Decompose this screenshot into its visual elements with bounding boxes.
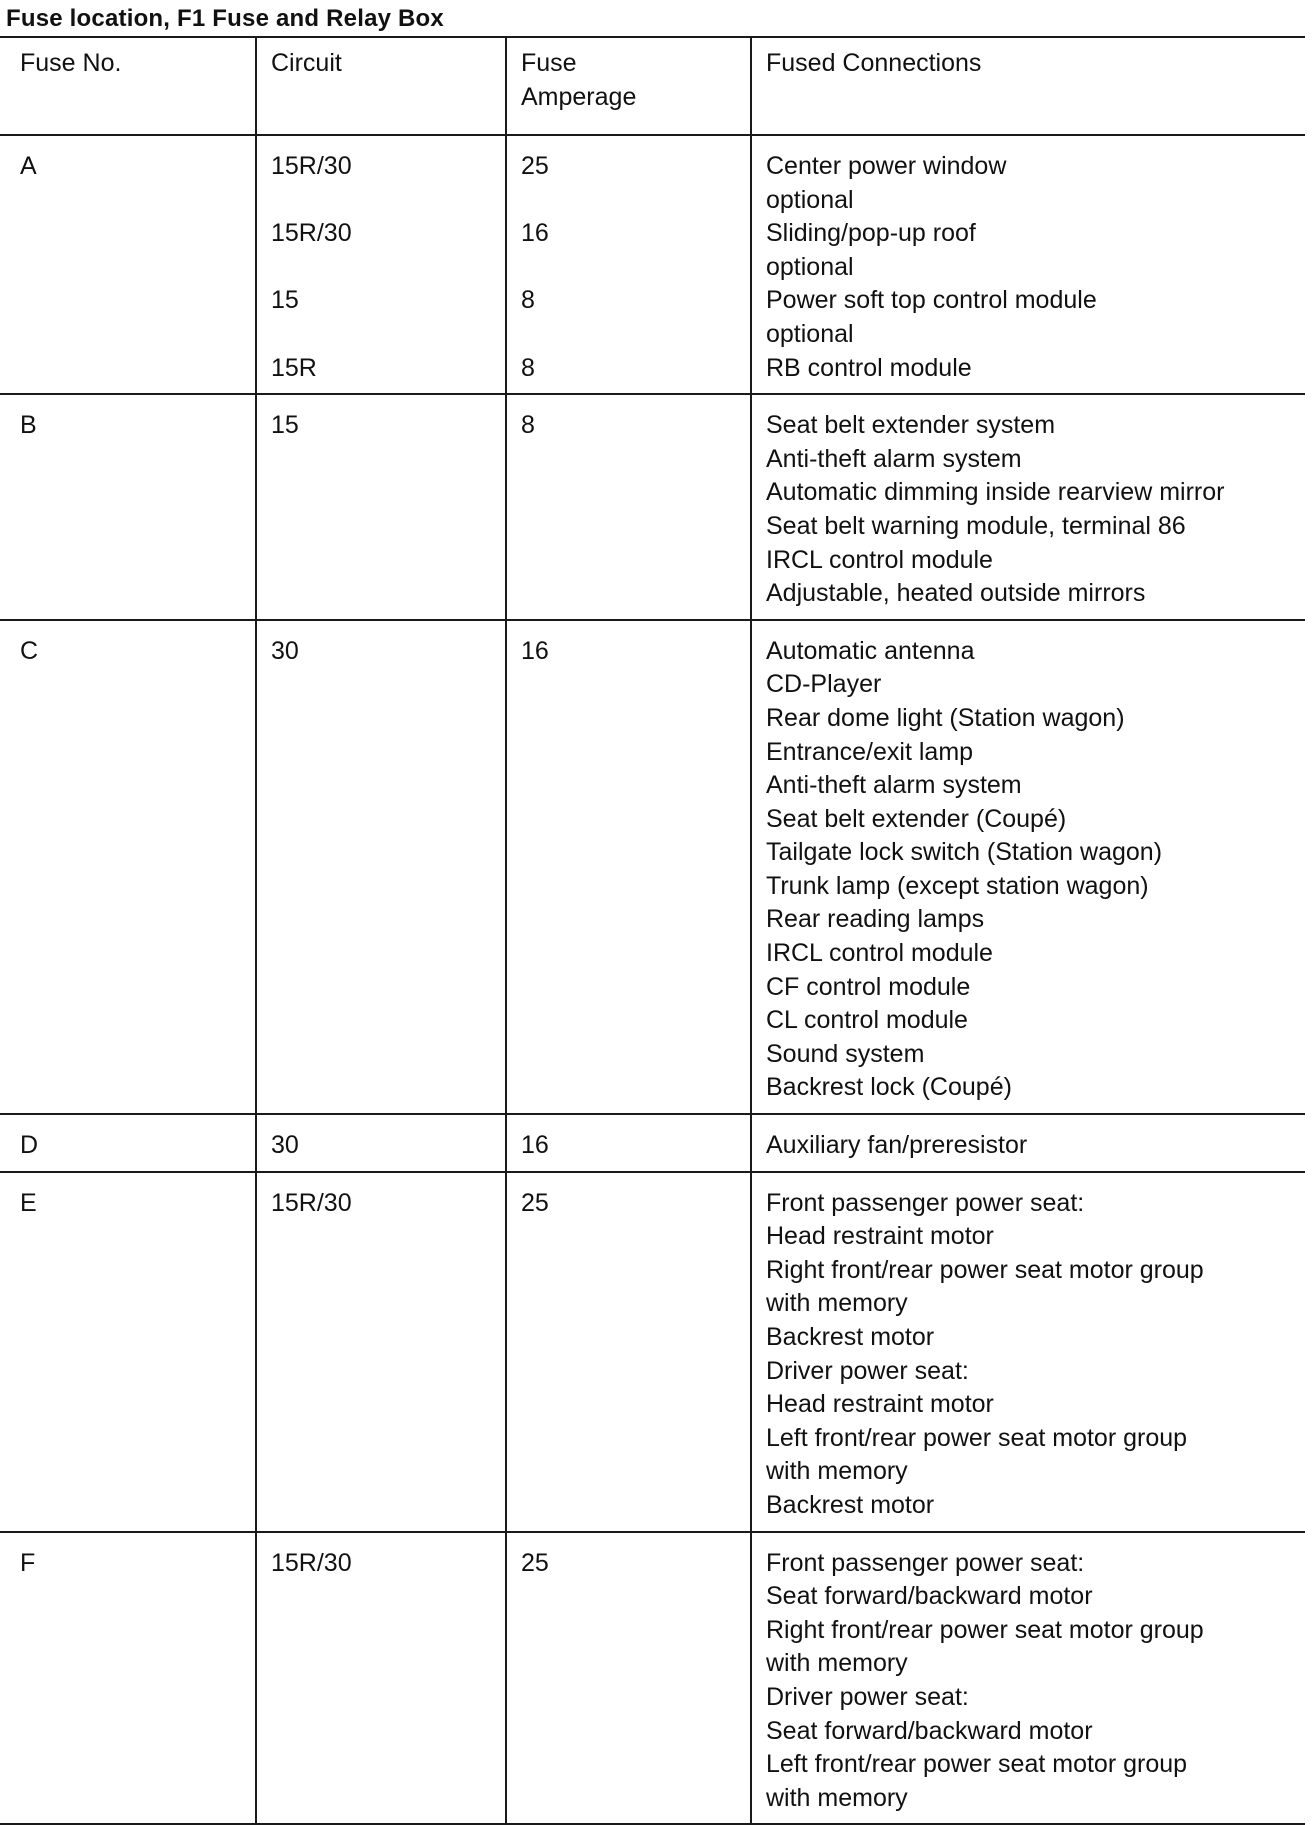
- cell-circuit: [256, 1532, 506, 1825]
- cell-connection-line: with memory: [766, 1457, 908, 1486]
- cell-amperage-line: [521, 251, 746, 285]
- cell-circuit-line: 30: [271, 636, 299, 665]
- cell-amperage-line: 8: [521, 353, 535, 382]
- cell-amperage: [506, 1172, 751, 1532]
- cell-connection-line: Left front/rear power seat motor group: [766, 1750, 1188, 1779]
- cell-circuit-line: 30: [271, 1131, 299, 1160]
- cell-connection-line: Backrest motor: [766, 1323, 935, 1351]
- cell-connection-line: Sound system: [766, 1039, 925, 1068]
- cell-amperage-line: [521, 318, 746, 352]
- cell-circuit: [256, 1172, 506, 1532]
- cell-connection-line: Seat belt warning module, terminal 86: [766, 511, 1186, 540]
- cell-connection-line: with memory: [766, 1289, 908, 1318]
- cell-connection-line: Rear dome light (Station wagon): [766, 703, 1125, 732]
- cell-amperage: [506, 1532, 751, 1825]
- cell-circuit-line: 15R/30: [271, 152, 352, 180]
- cell-connection-line: optional: [766, 252, 854, 281]
- cell-connection-line: Head restraint motor: [766, 1390, 994, 1419]
- cell-connection-line: IRCL control module: [766, 545, 993, 574]
- cell-circuit-line: 15R/30: [271, 1548, 352, 1577]
- cell-connection-line: Power soft top control module: [766, 286, 1097, 315]
- cell-connection: [751, 394, 1305, 620]
- cell-connection-line: optional: [766, 185, 854, 214]
- cell-connection: [751, 135, 1305, 394]
- cell-circuit-line: [271, 318, 501, 352]
- cell-amperage: [506, 394, 751, 620]
- table-row: [0, 135, 1305, 394]
- cell-connection-line: Anti-theft alarm system: [766, 444, 1022, 473]
- cell-connection-line: Front passenger power seat:: [766, 1548, 1085, 1577]
- cell-circuit-line: 15R/30: [271, 1188, 352, 1217]
- cell-amperage-line: 16: [521, 636, 549, 665]
- cell-connection-line: optional: [766, 319, 854, 348]
- cell-connection-line: Seat belt extender (Coupé): [766, 804, 1067, 833]
- document-title: Fuse location, F1 Fuse and Relay Box: [6, 5, 444, 32]
- cell-amperage-line: 25: [521, 1188, 549, 1217]
- cell-connection-line: Sliding/pop-up roof: [766, 219, 976, 248]
- header-fuse-amperage-line: Amperage: [521, 82, 637, 111]
- cell-connection-line: Right front/rear power seat motor group: [766, 1615, 1204, 1644]
- cell-fuse-no: F: [20, 1548, 36, 1577]
- cell-connection: [751, 620, 1305, 1114]
- cell-amperage: [506, 1114, 751, 1172]
- cell-amperage-line: 16: [521, 1131, 549, 1160]
- cell-amperage-line: 25: [521, 152, 549, 180]
- cell-connection-line: CD-Player: [766, 670, 882, 699]
- cell-connection: [751, 1114, 1305, 1172]
- cell-fuse-no: C: [20, 636, 39, 665]
- cell-connection-line: Head restraint motor: [766, 1222, 994, 1251]
- cell-connection-line: Rear reading lamps: [766, 905, 985, 934]
- cell-circuit-line: [271, 184, 501, 218]
- cell-connection-line: IRCL control module: [766, 939, 993, 968]
- cell-connection-line: Backrest motor: [766, 1490, 935, 1519]
- cell-fuse-no: A: [20, 152, 37, 180]
- table-header-row: [0, 37, 1305, 135]
- cell-amperage-line: 8: [521, 286, 535, 315]
- header-fuse-amperage: [506, 37, 751, 135]
- cell-circuit: [256, 1114, 506, 1172]
- header-fuse-amperage-line: Fuse: [521, 49, 577, 77]
- cell-connection-line: with memory: [766, 1649, 908, 1678]
- cell-amperage: [506, 135, 751, 394]
- cell-amperage: [506, 620, 751, 1114]
- cell-connection-line: CL control module: [766, 1006, 968, 1035]
- cell-connection-line: RB control module: [766, 353, 972, 382]
- cell-connection-line: Seat belt extender system: [766, 411, 1056, 440]
- cell-circuit-line: 15R/30: [271, 219, 352, 248]
- cell-connection: [751, 1172, 1305, 1532]
- cell-circuit-line: [271, 251, 501, 285]
- header-fused-connections: Fused Connections: [751, 37, 1305, 135]
- cell-connection-line: Entrance/exit lamp: [766, 737, 974, 766]
- cell-connection-line: Left front/rear power seat motor group: [766, 1423, 1188, 1452]
- cell-amperage-line: 8: [521, 411, 535, 440]
- cell-connection-line: Anti-theft alarm system: [766, 771, 1022, 800]
- table-row: [0, 1532, 1305, 1825]
- cell-connection-line: Auxiliary fan/preresistor: [766, 1131, 1028, 1160]
- cell-connection-line: Driver power seat:: [766, 1682, 969, 1711]
- cell-connection-line: Right front/rear power seat motor group: [766, 1255, 1204, 1284]
- cell-connection-line: Center power window: [766, 152, 1007, 180]
- cell-connection-line: Tailgate lock switch (Station wagon): [766, 838, 1163, 867]
- cell-circuit-line: 15: [271, 411, 299, 440]
- table-row: [0, 394, 1305, 620]
- cell-connection: [751, 1532, 1305, 1825]
- table-row: [0, 1172, 1305, 1532]
- cell-connection-line: Automatic antenna: [766, 636, 975, 665]
- fuse-table: [0, 36, 1305, 1825]
- cell-amperage-line: 16: [521, 219, 549, 248]
- cell-amperage-line: [521, 184, 746, 218]
- cell-circuit: [256, 620, 506, 1114]
- cell-connection-line: Seat forward/backward motor: [766, 1716, 1093, 1745]
- cell-connection-line: Backrest lock (Coupé): [766, 1073, 1012, 1102]
- cell-fuse-no: D: [20, 1131, 39, 1160]
- cell-amperage-line: 25: [521, 1548, 549, 1577]
- cell-circuit-line: 15: [271, 286, 299, 315]
- cell-fuse-no: B: [20, 411, 37, 440]
- cell-circuit: [256, 394, 506, 620]
- cell-circuit-line: 15R: [271, 353, 317, 382]
- header-circuit: Circuit: [256, 37, 506, 135]
- table-row: [0, 620, 1305, 1114]
- cell-connection-line: Seat forward/backward motor: [766, 1582, 1093, 1611]
- header-fuse-no: Fuse No.: [20, 49, 122, 77]
- cell-connection-line: Adjustable, heated outside mirrors: [766, 579, 1146, 608]
- cell-connection-line: CF control module: [766, 972, 971, 1001]
- cell-connection-line: Driver power seat:: [766, 1356, 969, 1385]
- table-row: [0, 1114, 1305, 1172]
- cell-connection-line: Automatic dimming inside rearview mirror: [766, 478, 1225, 507]
- fuse-table-body: [0, 135, 1305, 1824]
- cell-fuse-no: E: [20, 1188, 37, 1217]
- cell-circuit: [256, 135, 506, 394]
- cell-connection-line: with memory: [766, 1783, 908, 1812]
- cell-connection-line: Front passenger power seat:: [766, 1188, 1085, 1217]
- cell-connection-line: Trunk lamp (except station wagon): [766, 871, 1149, 900]
